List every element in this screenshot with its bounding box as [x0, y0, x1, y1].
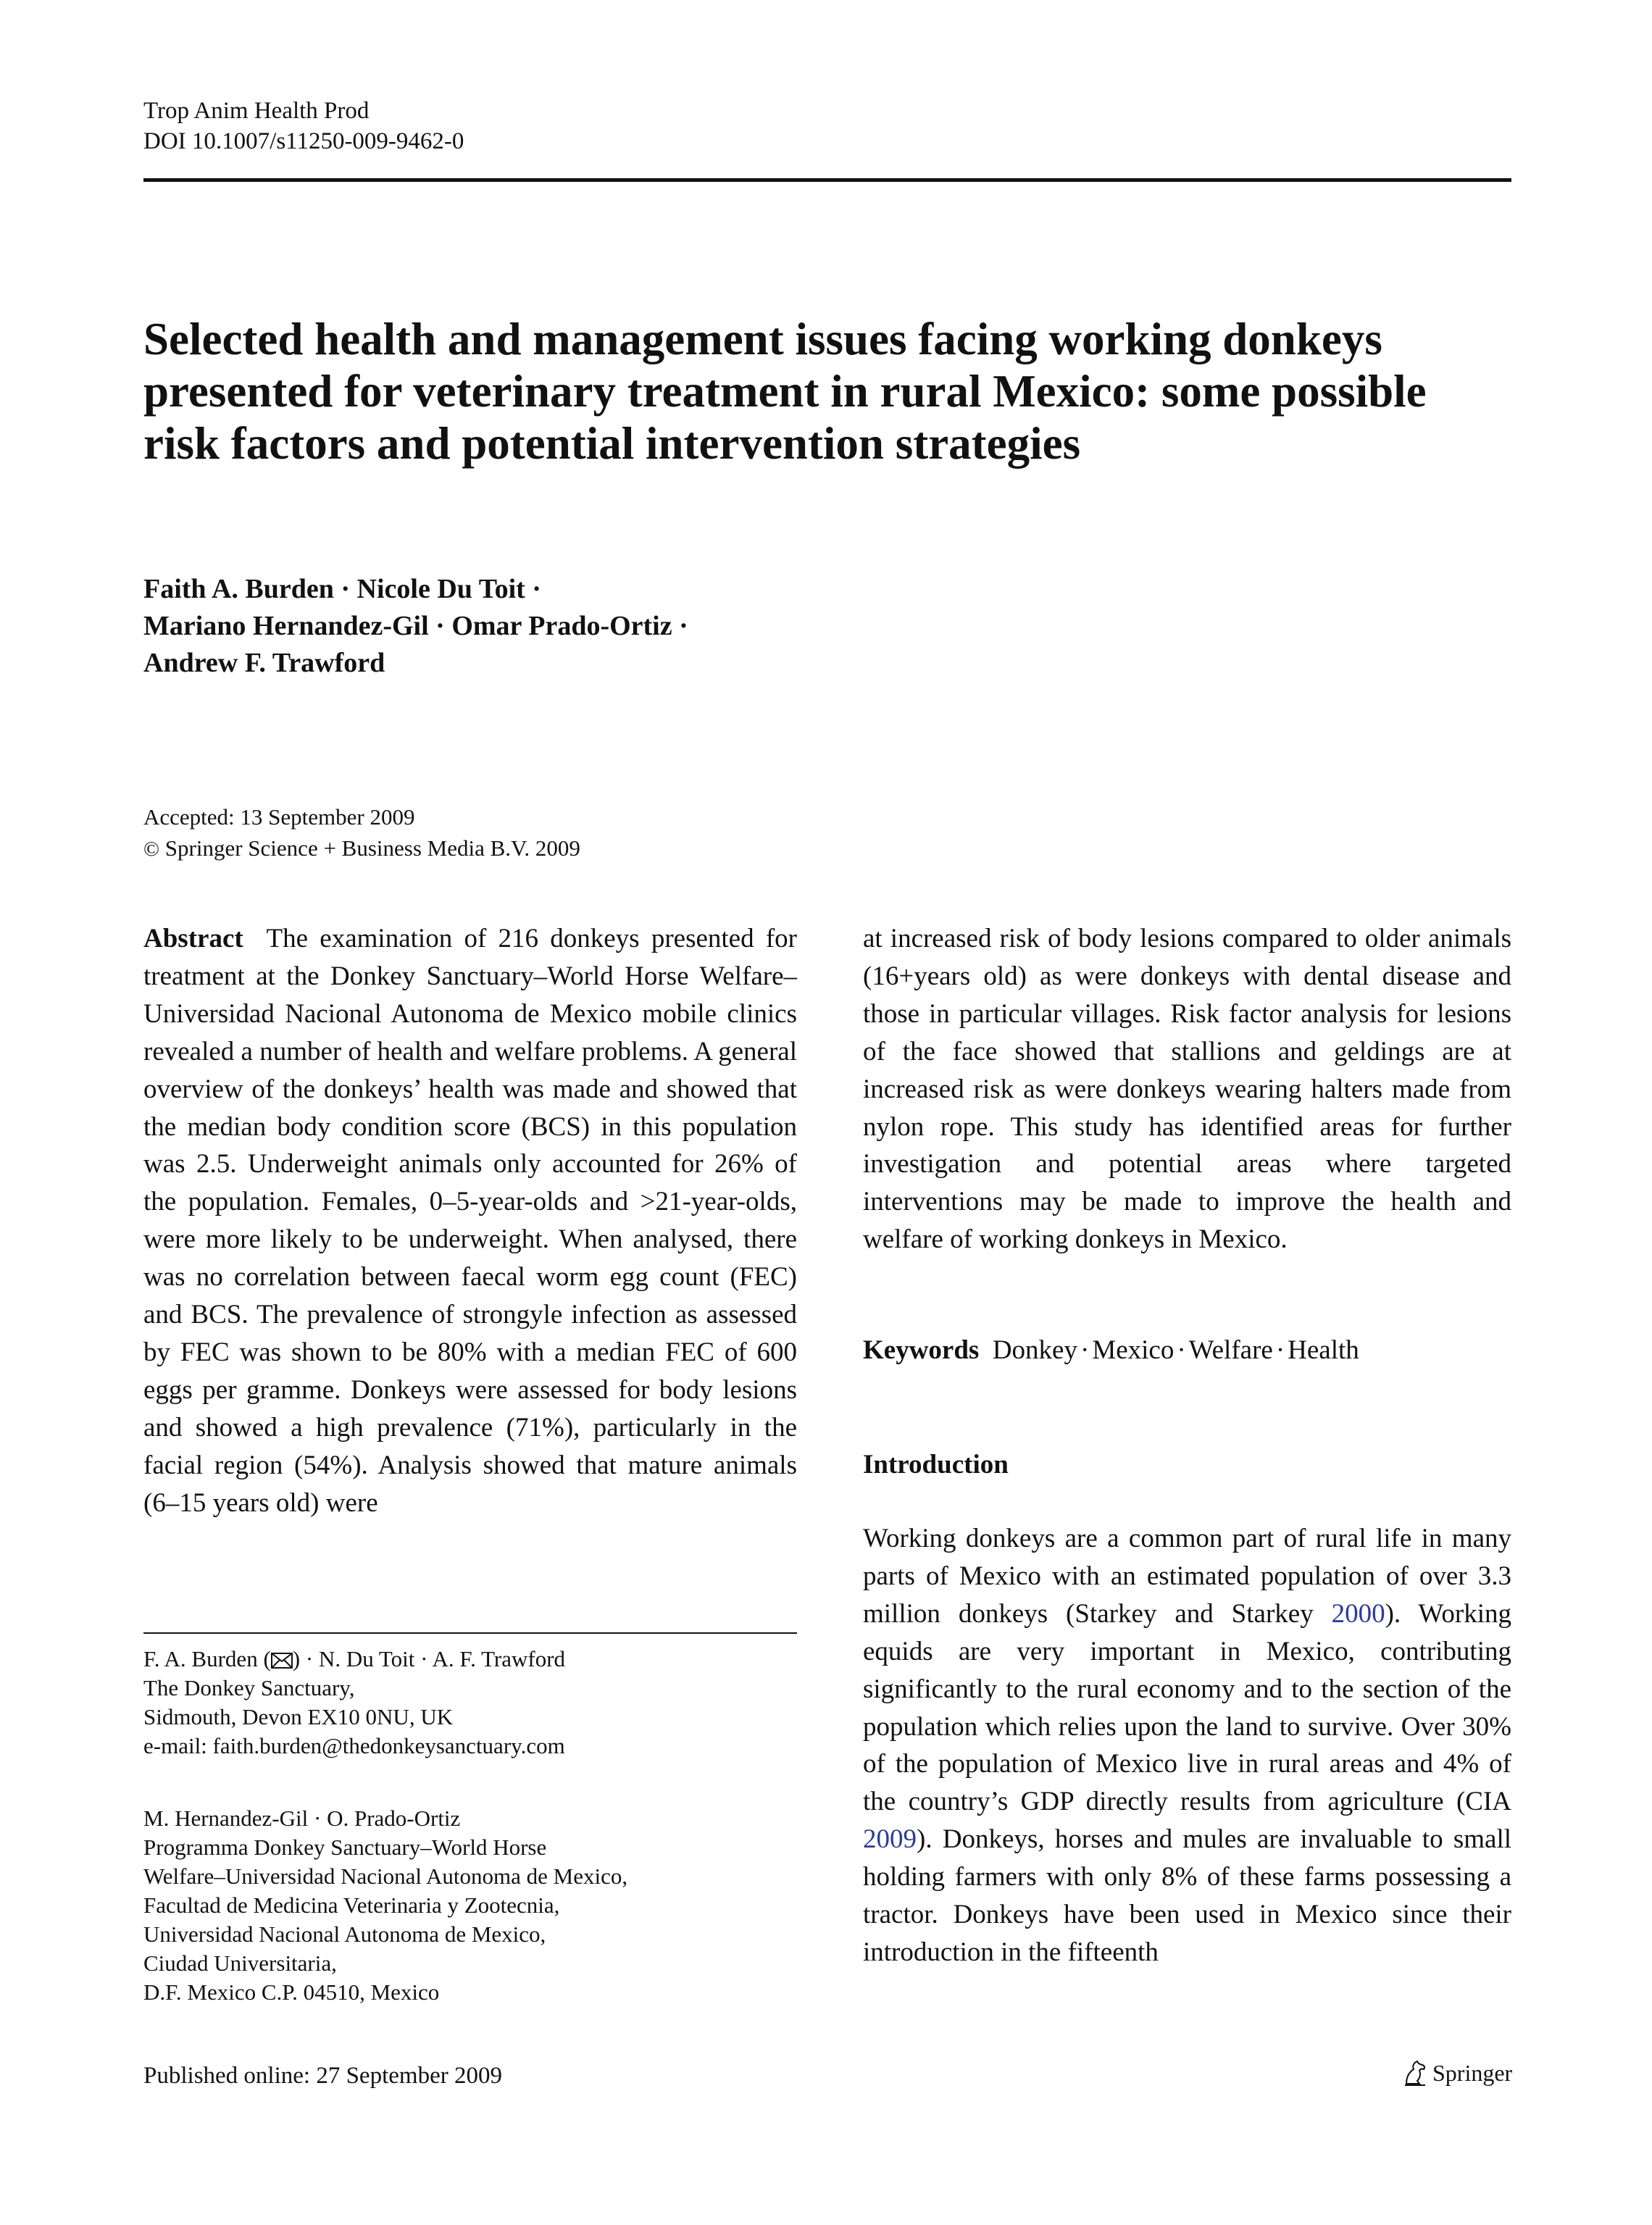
abstract-paragraph [143, 920, 797, 1522]
affiliation-line: The Donkey Sanctuary, [143, 1675, 355, 1700]
introduction-heading: Introduction [863, 1450, 1009, 1479]
abstract-left-column [143, 920, 797, 1522]
copyright-text: Springer Science + Business Media B.V. 2009 [164, 835, 580, 861]
keyword: Donkey [992, 1335, 1077, 1365]
affiliation-line: Programma Donkey Sanctuary–World Horse [143, 1834, 547, 1860]
copyright-line [143, 832, 580, 865]
envelope-icon[interactable] [271, 1647, 293, 1663]
keyword: Mexico [1092, 1335, 1175, 1365]
citation-link[interactable]: 2009 [863, 1824, 917, 1855]
abstract-continuation: at increased risk of body lesions compared to older animals (16+years old) as were donkeys with dental disease and those in particular villages. Risk factor analysis for lesions of the face showed that stallions and geldings are at increased risk as were donkeys wearing halters made from nylon rope. This study has identified areas for further investigation and potential areas where targeted interventions may be made to improve the health and welfare of working donkeys in Mexico. [863, 924, 1511, 1255]
affiliation-line: Facultad de Medicina Veterinaria y Zootecnia, [143, 1892, 560, 1918]
published-online: Published online: 27 September 2009 [143, 2063, 502, 2089]
intro-text: ). Donkeys, horses and mules are invaluable to small holding farmers with only 8% of these farms possessing a tractor. Donkeys have been used in Mexico since their introduction in the fifteenth [863, 1824, 1511, 1967]
author-list [143, 571, 1230, 682]
introduction-paragraph [863, 1520, 1511, 1971]
affiliation-authors: F. A. Burden ( ) · N. Du Toit · A. F. Trawford [143, 1646, 566, 1671]
affiliation-authors: M. Hernandez-Gil · O. Prado-Ortiz [143, 1806, 461, 1831]
footnote-divider [143, 1632, 797, 1634]
affiliation-line: Welfare–Universidad Nacional Autonoma de Mexico, [143, 1863, 628, 1889]
running-header [143, 96, 464, 156]
keywords-label: Keywords [863, 1335, 980, 1365]
intro-text: ). Working equids are very important in Mexico, contributing significantly to the rural economy and to the section of the population which relies upon the land to survive. Over 30% of the population of Mexico live in rural areas and 4% of the country’s GDP directly results from agriculture (CIA [863, 1598, 1511, 1817]
copyright-symbol: © [143, 838, 160, 861]
introduction-body [863, 1520, 1511, 1971]
intro-text: Working donkeys are a common part of rural life in many parts of Mexico with an estimated population of over 3.3 million donkeys (Starkey and Starkey [863, 1524, 1511, 1629]
publisher-name: Springer [1432, 2060, 1513, 2086]
keyword: Health [1288, 1335, 1359, 1365]
affiliation-block [143, 1804, 797, 2007]
citation-link[interactable]: 2000 [1331, 1598, 1385, 1629]
email[interactable]: e-mail: faith.burden@thedonkeysanctuary.com [143, 1733, 565, 1758]
publisher-logo [1402, 2058, 1512, 2088]
doi: DOI 10.1007/s11250-009-9462-0 [143, 128, 464, 154]
header-divider [143, 178, 1511, 182]
author-line: Mariano Hernandez-Gil · Omar Prado-Ortiz · [143, 611, 688, 641]
author-line: Faith A. Burden · Nicole Du Toit · [143, 574, 541, 604]
author-line: Andrew F. Trawford [143, 648, 385, 678]
affiliation-line: Sidmouth, Devon EX10 0NU, UK [143, 1704, 454, 1729]
article-dates [143, 801, 580, 865]
abstract-text: The examination of 216 donkeys presented for treatment at the Donkey Sanctuary–World Horse Welfare–Universidad Nacional Autonoma de Mexico mobile clinics revealed a number of health and welfare problems. A general overview of the donkeys’ health was made and showed that the median body condition score (BCS) in this population was 2.5. Underweight animals only accounted for 26% of the population. Females, 0–5-year-olds and >21-year-olds, were more likely to be underweight. When analysed, there was no correlation between faecal worm egg count (FEC) and BCS. The prevalence of strongyle infection as assessed by FEC was shown to be 80% with a median FEC of 600 eggs per gramme. Donkeys were assessed for body lesions and showed a high prevalence (71%), particularly in the facial region (54%). Analysis showed that mature animals (6–15 years old) were [143, 924, 798, 1518]
accepted-date: Accepted: 13 September 2009 [143, 804, 415, 830]
journal-name: Trop Anim Health Prod [143, 98, 370, 124]
abstract-right-column [863, 920, 1511, 1258]
keywords: Keywords Donkey · Mexico · Welfare · Health [863, 1335, 1359, 1365]
abstract-label: Abstract [143, 924, 243, 953]
affiliation-line: D.F. Mexico C.P. 04510, Mexico [143, 1979, 440, 2005]
affiliation-block [143, 1645, 797, 1761]
affiliation-line: Universidad Nacional Autonoma de Mexico, [143, 1921, 546, 1947]
article-title: Selected health and management issues facing working donkeys presented for veterinary treatment in rural Mexico: some possible risk factors and potential intervention strategies [143, 314, 1427, 469]
keyword: Welfare [1188, 1335, 1273, 1365]
affiliation-line: Ciudad Universitaria, [143, 1950, 337, 1976]
springer-horse-icon [1402, 2059, 1428, 2087]
